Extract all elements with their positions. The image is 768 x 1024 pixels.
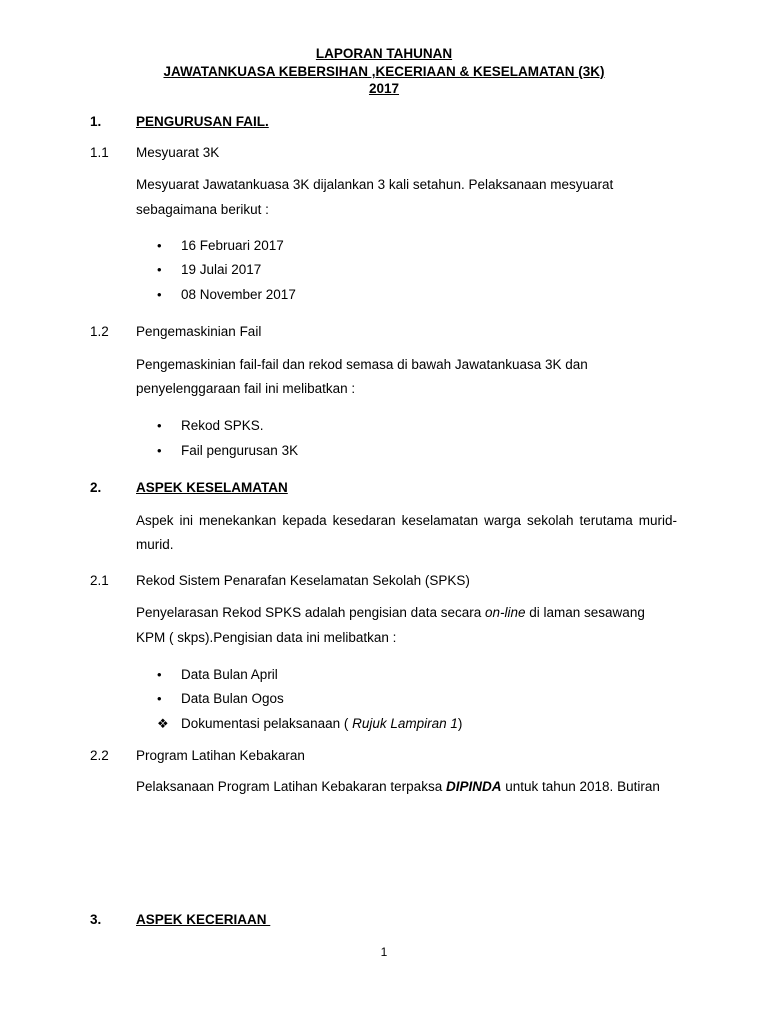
list-item: Data Bulan April bbox=[181, 667, 278, 682]
section-2-title: ASPEK KESELAMATAN bbox=[136, 480, 288, 495]
bullet-icon: • bbox=[157, 418, 162, 433]
section-1-2-paragraph-line2: penyelenggaraan fail ini melibatkan : bbox=[136, 381, 356, 396]
paragraph-text: untuk tahun 2018. Butiran bbox=[501, 779, 660, 794]
section-2-paragraph-line1: Aspek ini menekankan kepada kesedaran keselamatan warga sekolah terutama murid- bbox=[136, 513, 677, 528]
list-item: 08 November 2017 bbox=[181, 287, 296, 302]
bullet-icon: • bbox=[157, 238, 162, 253]
report-title: LAPORAN TAHUNAN bbox=[315, 46, 453, 61]
bullet-icon: • bbox=[157, 691, 162, 706]
page-number: 1 bbox=[380, 945, 388, 959]
section-1-2-paragraph-line1: Pengemaskinian fail-fail dan rekod semasa di bawah Jawatankuasa 3K dan bbox=[136, 357, 588, 372]
list-item: 19 Julai 2017 bbox=[181, 262, 262, 277]
appendix-reference: Rujuk Lampiran 1 bbox=[352, 716, 458, 731]
section-1-number: 1. bbox=[90, 114, 102, 129]
list-item: Data Bulan Ogos bbox=[181, 691, 284, 706]
section-3-title: ASPEK KECERIAAN bbox=[136, 912, 271, 927]
section-1-1-paragraph-line1: Mesyuarat Jawatankuasa 3K dijalankan 3 kali setahun. Pelaksanaan mesyuarat bbox=[136, 177, 614, 192]
paragraph-emphasis: on-line bbox=[484, 605, 526, 620]
section-2-paragraph-line2: murid. bbox=[136, 537, 174, 552]
paragraph-text: di laman sesawang bbox=[525, 605, 645, 620]
report-year: 2017 bbox=[368, 81, 400, 96]
section-2-1-title: Rekod Sistem Penarafan Keselamatan Sekolah (SPKS) bbox=[136, 573, 470, 588]
section-2-2-paragraph-line1 bbox=[136, 779, 660, 795]
section-1-2-title: Pengemaskinian Fail bbox=[136, 324, 262, 339]
section-2-2-title: Program Latihan Kebakaran bbox=[136, 748, 305, 763]
section-2-1-paragraph-line2: KPM ( skps).Pengisian data ini melibatkan : bbox=[136, 630, 397, 645]
list-item-appendix-reference bbox=[181, 716, 462, 732]
section-1-title: PENGURUSAN FAIL. bbox=[136, 114, 269, 129]
paragraph-text: Penyelarasan Rekod SPKS adalah pengisian data secara bbox=[136, 605, 485, 620]
section-1-1-title: Mesyuarat 3K bbox=[136, 145, 220, 160]
paragraph-text: Pelaksanaan Program Latihan Kebakaran terpaksa bbox=[136, 779, 446, 794]
bullet-icon: • bbox=[157, 443, 162, 458]
diamond-bullet-icon: ❖ bbox=[157, 716, 169, 731]
committee-title: JAWATANKUASA KEBERSIHAN ,KECERIAAN & KESELAMATAN (3K) bbox=[163, 64, 605, 79]
list-item-text: ) bbox=[457, 716, 463, 731]
section-2-number: 2. bbox=[90, 480, 102, 495]
list-item: 16 Februari 2017 bbox=[181, 238, 284, 253]
section-1-2-number: 1.2 bbox=[90, 324, 109, 339]
section-2-2-number: 2.2 bbox=[90, 748, 109, 763]
section-2-1-paragraph-line1 bbox=[136, 605, 645, 621]
section-1-1-paragraph-line2: sebagaimana berikut : bbox=[136, 202, 269, 217]
list-item: Rekod SPKS. bbox=[181, 418, 264, 433]
list-item: Fail pengurusan 3K bbox=[181, 443, 299, 458]
paragraph-emphasis: DIPINDA bbox=[445, 779, 502, 794]
section-3-number: 3. bbox=[90, 912, 102, 927]
section-2-1-number: 2.1 bbox=[90, 573, 109, 588]
section-1-1-number: 1.1 bbox=[90, 145, 109, 160]
bullet-icon: • bbox=[157, 262, 162, 277]
bullet-icon: • bbox=[157, 667, 162, 682]
list-item-text: Dokumentasi pelaksanaan ( bbox=[181, 716, 353, 731]
bullet-icon: • bbox=[157, 287, 162, 302]
